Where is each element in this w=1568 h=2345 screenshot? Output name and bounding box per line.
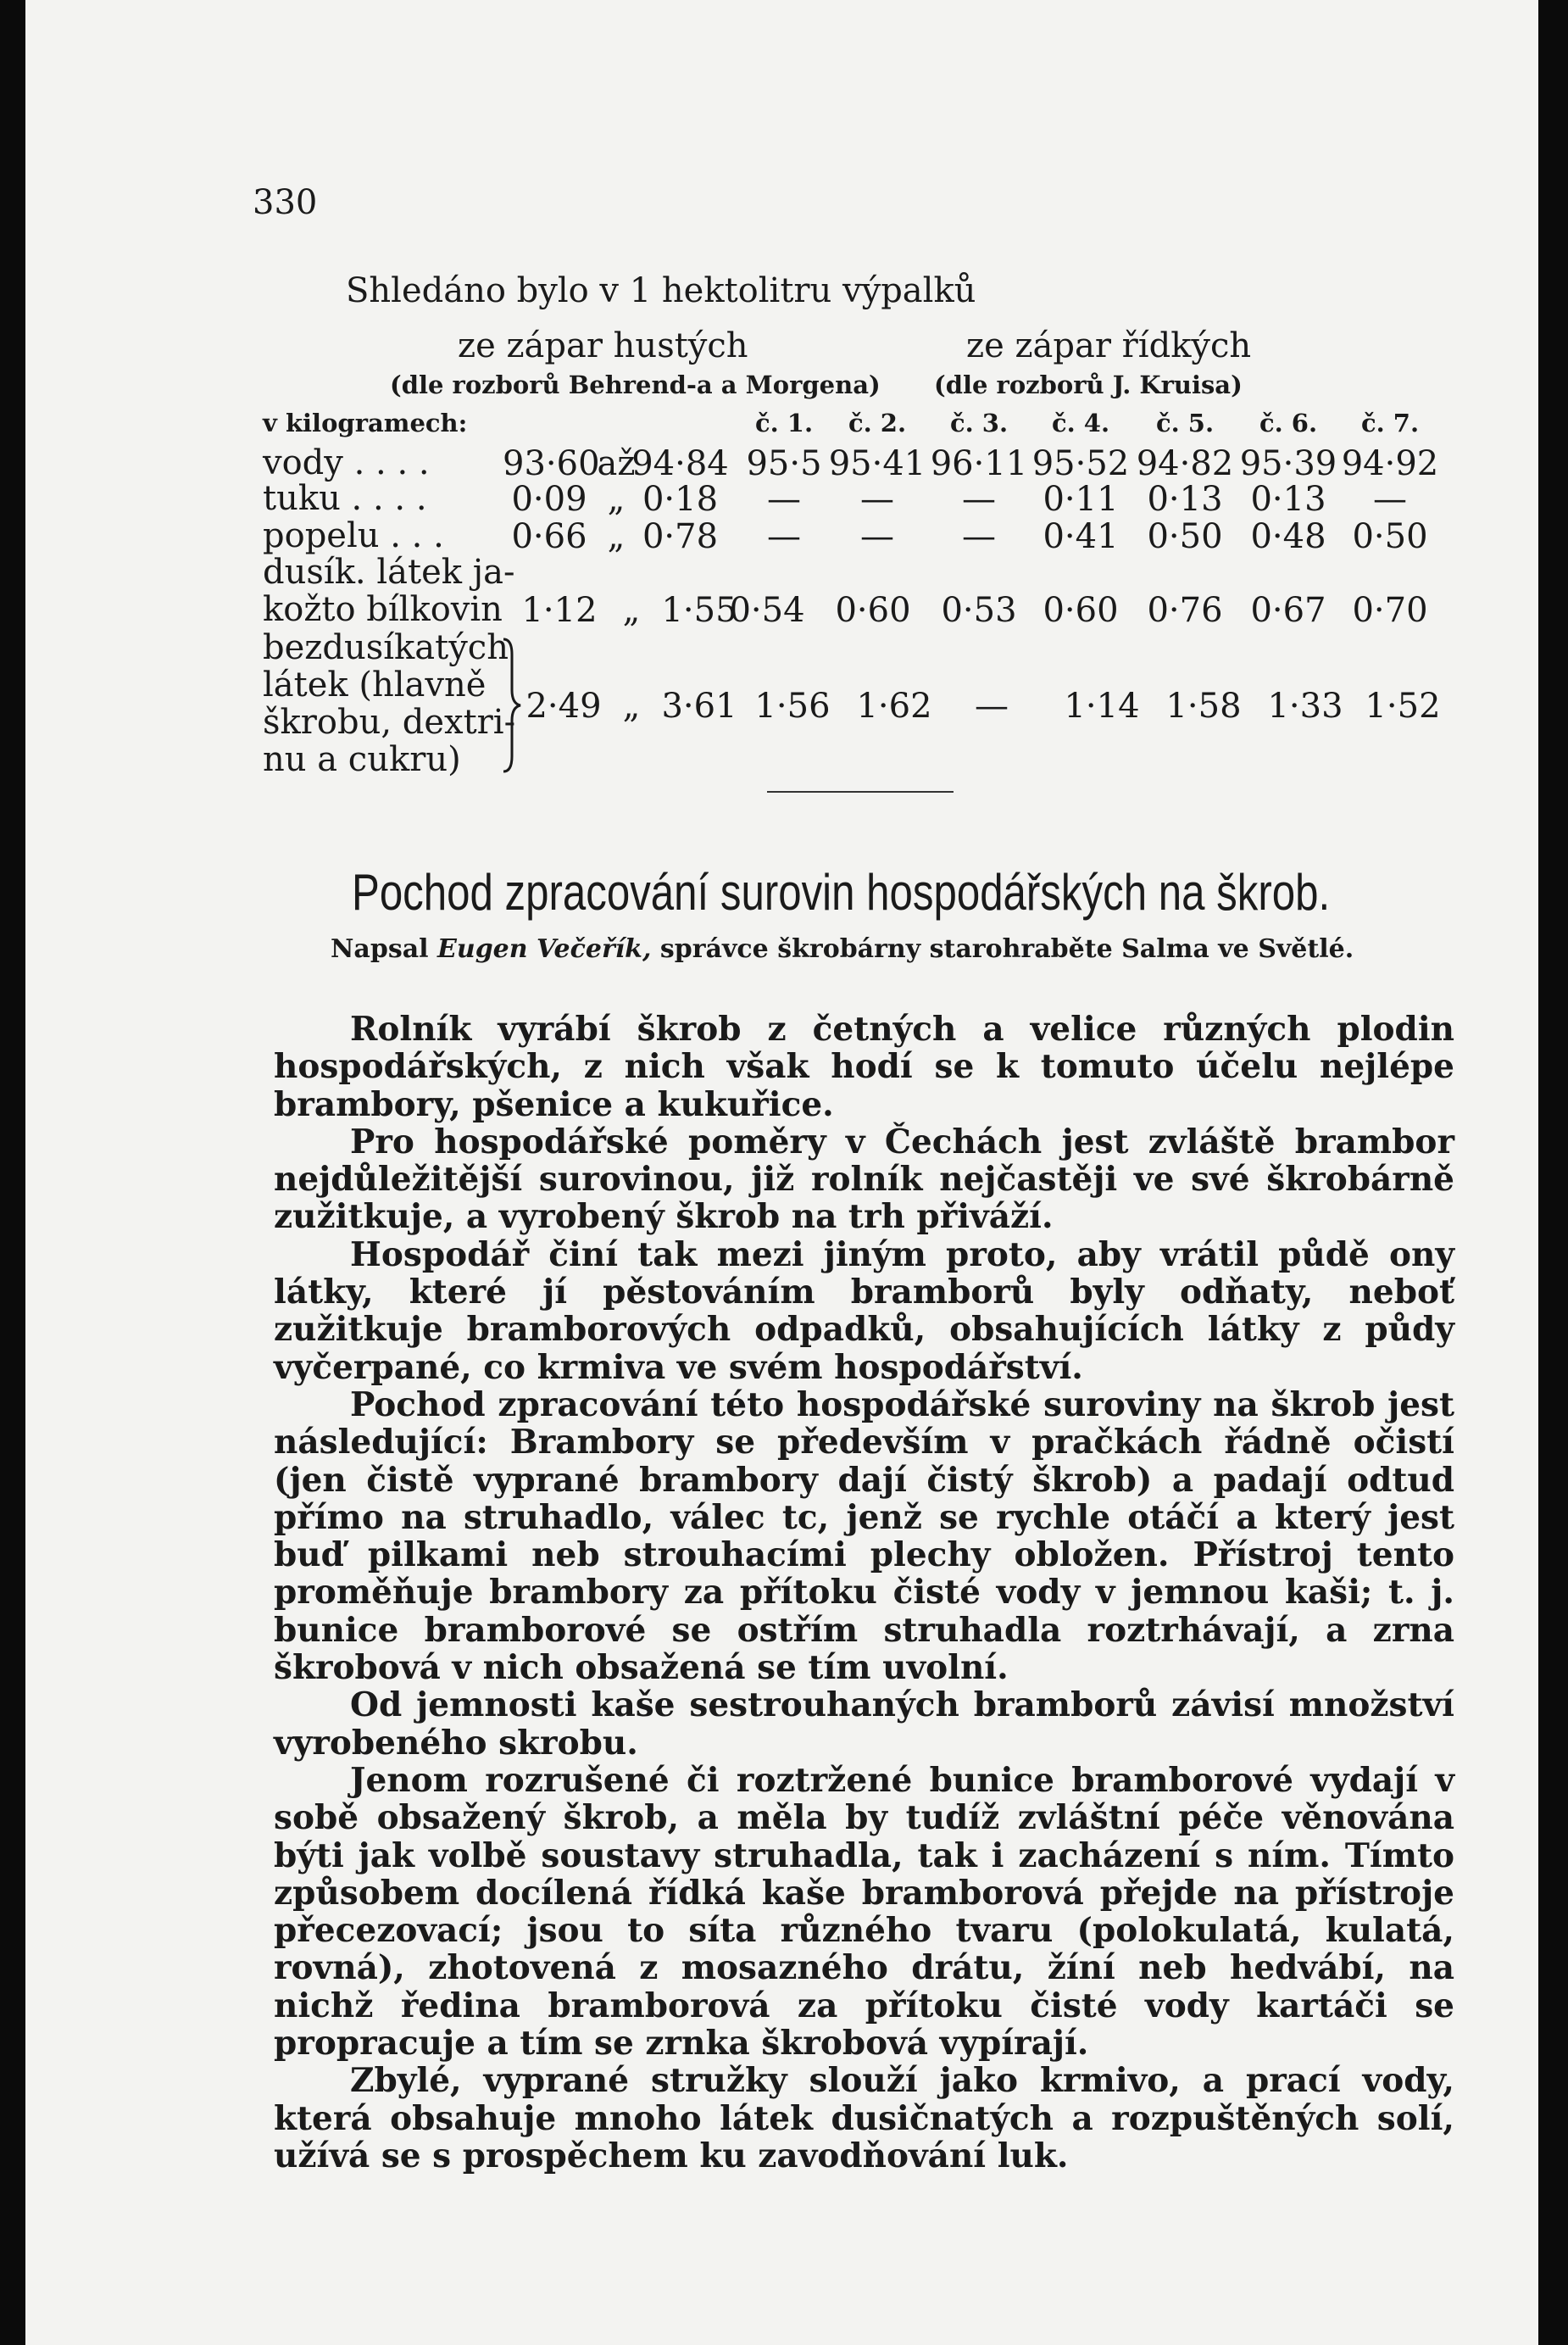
paragraph: Hospodář činí tak mezi jiným proto, aby vrátil půdě ony látky, které jí pěstováním bramborů byly odňaty, neboť zužitkuje bramborových odpadků, obsahujících látky z půdy vyčerpané, co krmiva ve svém hospodářství. xyxy=(274,1234,1454,1387)
table-cell: — xyxy=(962,517,996,556)
table-cell: 0·13 xyxy=(1250,480,1326,519)
article-byline xyxy=(331,934,1354,964)
table-cell: 1·14 xyxy=(1064,687,1140,726)
table-cell: 1·33 xyxy=(1267,687,1343,726)
table-cell: 0·67 xyxy=(1250,591,1326,630)
row-from: 2·49 xyxy=(525,687,602,726)
row-label-bezdusik-4: nu a cukru) xyxy=(263,740,461,779)
table-cell: 1·58 xyxy=(1165,687,1242,726)
column-header: č. 5. xyxy=(1155,409,1215,437)
byline-suffix: správce škrobárny starohraběte Salma ve Světlé. xyxy=(659,934,1354,964)
table-cell: 96·11 xyxy=(930,444,1028,483)
row-label-bezdusik-3: škrobu, dextri- xyxy=(263,703,516,742)
byline-prefix: Napsal xyxy=(331,934,429,964)
table-cell: 0·54 xyxy=(729,591,805,630)
table-cell: 95·41 xyxy=(828,444,926,483)
table-cell: — xyxy=(962,480,996,519)
row-from: 1·12 xyxy=(521,591,598,630)
table-cell: 0·76 xyxy=(1147,591,1223,630)
table-cell: 94·82 xyxy=(1136,444,1234,483)
table-cell: 0·48 xyxy=(1250,517,1326,556)
row-from: 0·66 xyxy=(511,517,587,556)
unit-label: v kilogramech: xyxy=(263,409,468,437)
table-cell: — xyxy=(860,517,894,556)
table-cell: — xyxy=(767,517,801,556)
row-to: 1·55 xyxy=(661,591,737,630)
row-label-popelu: popelu . . . xyxy=(263,516,444,555)
row-from: 0·09 xyxy=(511,480,587,519)
row-range-word: „ xyxy=(607,517,626,556)
table-cell: — xyxy=(975,687,1009,726)
row-label-bezdusik-2: látek (hlavně xyxy=(263,666,487,705)
table-cell: 0·70 xyxy=(1352,591,1428,630)
row-to: 0·18 xyxy=(642,480,719,519)
table-cell: 1·62 xyxy=(856,687,932,726)
row-label-dusik-2: kožto bílkovin xyxy=(263,590,503,629)
table-cell: 0·50 xyxy=(1147,517,1223,556)
table-intro: Shledáno bylo v 1 hektolitru výpalků xyxy=(346,271,976,310)
table-cell: 0·60 xyxy=(835,591,911,630)
table-cell: 0·50 xyxy=(1352,517,1428,556)
column-header: č. 1. xyxy=(754,409,814,437)
table-cell: 1·52 xyxy=(1365,687,1441,726)
table-cell: 95·5 xyxy=(746,444,822,483)
row-to: 3·61 xyxy=(661,687,737,726)
source-thick: (dle rozborů Behrend-a a Morgena) xyxy=(390,370,881,399)
column-header: č. 4. xyxy=(1051,409,1110,437)
column-header: č. 6. xyxy=(1259,409,1318,437)
table-cell: 1·56 xyxy=(754,687,831,726)
table-cell: 0·13 xyxy=(1147,480,1223,519)
page-number: 330 xyxy=(253,183,318,222)
table-cell: 0·53 xyxy=(941,591,1017,630)
article-body xyxy=(274,1011,1454,2175)
table-cell: — xyxy=(1373,480,1407,519)
table-cell: 94·92 xyxy=(1341,444,1439,483)
table-cell: — xyxy=(767,480,801,519)
group-header-thin: ze zápar řídkých xyxy=(966,326,1252,365)
row-range-word: až xyxy=(597,444,636,483)
column-header: č. 7. xyxy=(1360,409,1420,437)
paragraph: Zbylé, vyprané stružky slouží jako krmivo, a prací vody, která obsahuje mnoho látek dusičnatých a rozpuštěných solí, užívá se s prospěchem ku zavodňování luk. xyxy=(274,2061,1454,2175)
row-from: 93·60 xyxy=(503,444,600,483)
row-range-word: „ xyxy=(607,480,626,519)
row-to: 0·78 xyxy=(642,517,719,556)
row-label-bezdusik-1: bezdusíkatých xyxy=(263,628,509,667)
paragraph: Rolník vyrábí škrob z četných a velice různých plodin hospodářských, z nich však hodí se k tomuto účelu nejlépe brambory, pšenice a kukuřice. xyxy=(274,1010,1454,1124)
column-header: č. 3. xyxy=(949,409,1009,437)
section-divider xyxy=(767,791,954,793)
row-label-tuku: tuku . . . . xyxy=(263,479,427,518)
table-cell: 95·39 xyxy=(1239,444,1337,483)
group-header-thick: ze zápar hustých xyxy=(458,326,748,365)
table-cell: 0·60 xyxy=(1043,591,1119,630)
byline-author: Eugen Večeřík, xyxy=(437,934,652,964)
article-title: Pochod zpracování surovin hospodářských na škrob. xyxy=(352,864,1331,921)
paragraph: Od jemnosti kaše sestrouhaných bramborů závisí množství vyrobeného skrobu. xyxy=(274,1685,1454,1763)
row-range-word: „ xyxy=(622,591,641,630)
row-label-dusik-1: dusík. látek ja- xyxy=(263,553,515,592)
source-thin: (dle rozborů J. Kruisa) xyxy=(934,370,1243,399)
row-to: 94·84 xyxy=(631,444,729,483)
table-cell: 0·11 xyxy=(1043,480,1119,519)
paragraph: Jenom rozrušené či roztržené bunice bramborové vydají v sobě obsažený škrob, a měla by tudíž zvláštní péče věnována býti jak volbě soustavy struhadla, tak i zacházení s ním. Tímto způsobem docílená řídká kaše bramborová přejde na přístroje přecezovací; jsou to síta různého tvaru (polokulatá, kulatá, rovná), zhotovená z mosazného drátu, žíní neb hedvábí, na nichž ředina bramborová za přítoku čisté vody kartáči se propracuje a tím se zrnka škrobová vypírají. xyxy=(274,1760,1454,2064)
paragraph: Pro hospodářské poměry v Čechách jest zvláště brambor nejdůležitější surovinou, již rolník nejčastěji ve své škrobárně zužitkuje, a vyrobený škrob na trh přiváží. xyxy=(274,1122,1454,1237)
table-cell: — xyxy=(860,480,894,519)
column-header: č. 2. xyxy=(848,409,907,437)
paragraph: Pochod zpracování této hospodářské suroviny na škrob jest následující: Brambory se především v pračkách řádně očistí (jen čistě vyprané brambory dají čistý škrob) a padají odtud přímo na struhadlo, válec tc, jenž se rychle otáčí a který jest buď pilkami neb strouhacími plechy obložen. Přístroj tento proměňuje brambory za přítoku čisté vody v jemnou kaši; t. j. bunice bramborové se ostřím struhadla roztrhávají, a zrna škrobová v nich obsažená se tím uvolní. xyxy=(274,1384,1454,1688)
book-page xyxy=(25,0,1538,2345)
table-cell: 0·41 xyxy=(1043,517,1119,556)
row-label-vody: vody . . . . xyxy=(263,443,430,482)
table-cell: 95·52 xyxy=(1031,444,1130,483)
row-range-word: „ xyxy=(622,687,641,726)
